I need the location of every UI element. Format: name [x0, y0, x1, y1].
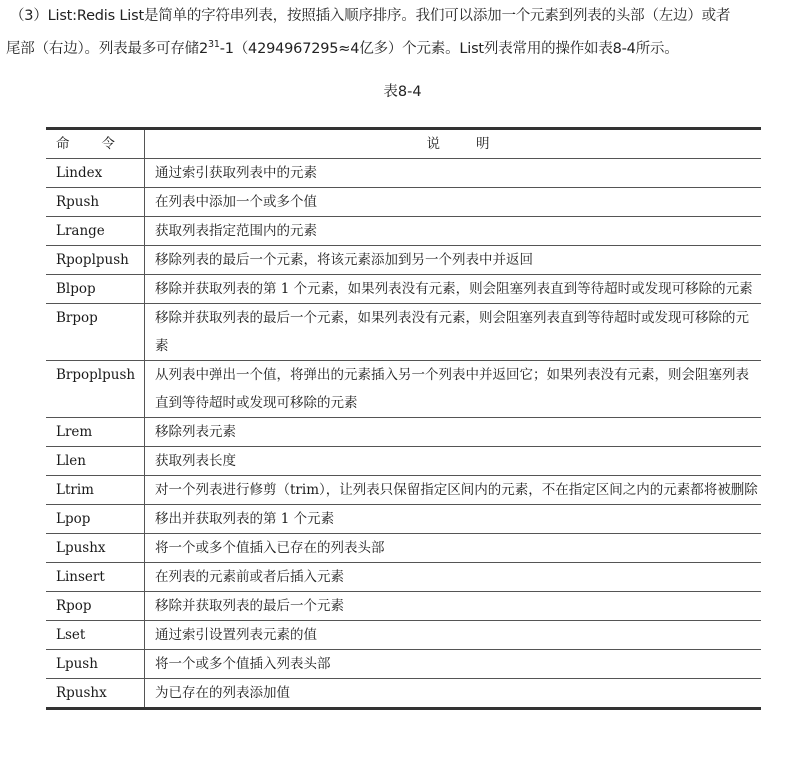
intro-line-1: （3）List:Redis List是简单的字符串列表，按照插入顺序排序。我们可以添加一个元素到列表的头部（左边）或者: [10, 8, 731, 24]
description-cell: 从列表中弹出一个值，将弹出的元素插入另一个列表中并返回它；如果列表没有元素，则会阻塞列表直到等待超时或发现可移除的元素: [155, 367, 749, 411]
table-row: [46, 159, 761, 188]
command-cell: Rpushx: [46, 679, 145, 709]
table-row: [46, 621, 761, 650]
command-cell: Lindex: [46, 159, 145, 188]
description-cell: 移除并获取列表的最后一个元素，如果列表没有元素，则会阻塞列表直到等待超时或发现可移除的元素: [155, 310, 749, 354]
description-cell: 通过索引设置列表元素的值: [155, 627, 317, 643]
table-row: [46, 650, 761, 679]
table-header-row: [46, 129, 761, 159]
description-cell: 获取列表长度: [155, 453, 236, 469]
table-row: [46, 505, 761, 534]
intro-line-2-after: -1（4294967295≈4亿多）个元素。List列表常用的操作如表8-4所示。: [219, 41, 679, 57]
description-cell: 通过索引获取列表中的元素: [155, 165, 317, 181]
table-row: [46, 447, 761, 476]
table-row: [46, 679, 761, 709]
header-description-char-1: 说: [426, 136, 440, 152]
description-cell: 在列表的元素前或者后插入元素: [155, 569, 344, 585]
table-row: [46, 217, 761, 246]
command-cell: Brpoplpush: [46, 361, 145, 418]
table-row: [46, 188, 761, 217]
table-row: [46, 304, 761, 361]
header-description-char-2: 明: [476, 136, 490, 152]
list-commands-table: [46, 127, 761, 710]
table-row: [46, 534, 761, 563]
command-cell: Linsert: [46, 563, 145, 592]
description-cell: 将一个或多个值插入列表头部: [155, 656, 331, 672]
table-row: [46, 592, 761, 621]
description-cell: 为已存在的列表添加值: [155, 685, 290, 701]
intro-line-2: [6, 33, 801, 66]
table-row: [46, 275, 761, 304]
description-cell: 移除列表元素: [155, 424, 236, 440]
description-cell: 将一个或多个值插入已存在的列表头部: [155, 540, 385, 556]
intro-paragraph: [6, 0, 801, 66]
table-row: [46, 418, 761, 447]
header-description: [145, 129, 762, 159]
command-cell: Rpop: [46, 592, 145, 621]
command-cell: Lpush: [46, 650, 145, 679]
description-cell: 获取列表指定范围内的元素: [155, 223, 317, 239]
description-cell: 在列表中添加一个或多个值: [155, 194, 317, 210]
table-row: [46, 246, 761, 275]
intro-line-2-before: 尾部（右边）。列表最多可存储2: [6, 41, 208, 57]
command-cell: Lrange: [46, 217, 145, 246]
command-cell: Blpop: [46, 275, 145, 304]
command-cell: Lrem: [46, 418, 145, 447]
table-row: [46, 563, 761, 592]
command-cell: Lpop: [46, 505, 145, 534]
header-command-char-1: 命: [56, 136, 70, 152]
command-cell: Rpoplpush: [46, 246, 145, 275]
description-cell: 移除并获取列表的最后一个元素: [155, 598, 344, 614]
command-cell: Lset: [46, 621, 145, 650]
table-caption: 表8-4: [383, 84, 422, 100]
description-cell: 移除并获取列表的第 1 个元素，如果列表没有元素，则会阻塞列表直到等待超时或发现可移除的元素: [155, 281, 753, 297]
table-row: [46, 476, 761, 505]
command-cell: Rpush: [46, 188, 145, 217]
description-cell: 对一个列表进行修剪（trim），让列表只保留指定区间内的元素，不在指定区间之内的元素都将被删除: [155, 482, 758, 498]
command-cell: Brpop: [46, 304, 145, 361]
command-cell: Llen: [46, 447, 145, 476]
table-row: [46, 361, 761, 418]
command-cell: Ltrim: [46, 476, 145, 505]
command-cell: Lpushx: [46, 534, 145, 563]
intro-superscript: 31: [207, 39, 220, 50]
header-command-char-2: 令: [101, 136, 115, 152]
description-cell: 移出并获取列表的第 1 个元素: [155, 511, 335, 527]
description-cell: 移除列表的最后一个元素，将该元素添加到另一个列表中并返回: [155, 252, 533, 268]
header-command: [46, 129, 145, 159]
